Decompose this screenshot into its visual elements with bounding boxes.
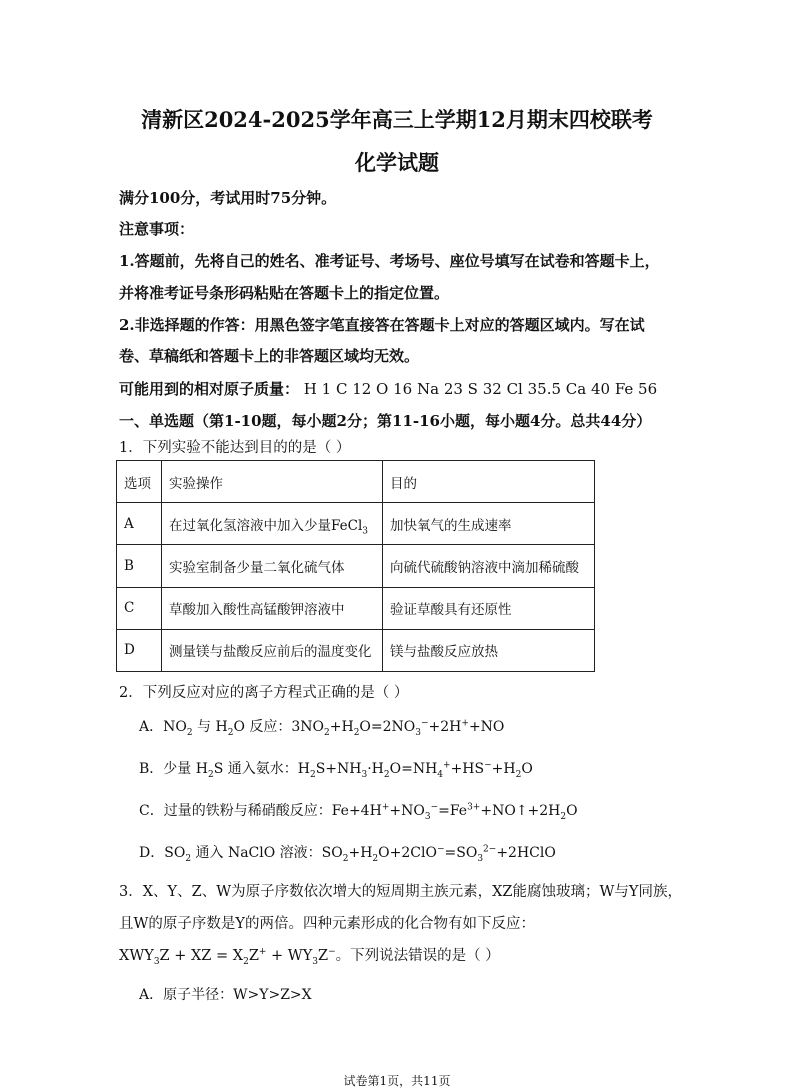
table-row xyxy=(117,545,595,587)
q1-stem: 1．下列实验不能达到目的的是（ ） xyxy=(119,440,351,456)
atomic-mass-label: 可能用到的相对原子质量： xyxy=(119,380,300,398)
table-cell-option: A xyxy=(117,503,162,545)
table-row xyxy=(117,629,595,671)
q2-option-a: A．$NO_2$ 与 $H_2O$ 反应：$3NO_2+H_2O=2NO_3^-+2H^++NO$ xyxy=(139,718,505,738)
table-cell-operation: 在过氧化氢溶液中加入少量FeCl$_3$ xyxy=(162,503,383,545)
table-cell-goal: 加快氧气的生成速率 xyxy=(383,503,595,545)
table-header-cell: 实验操作 xyxy=(162,461,383,503)
notice-1b: 并将准考证号条形码粘贴在答题卡上的指定位置。 xyxy=(119,284,450,302)
notice-2a: 2.非选择题的作答：用黑色签字笔直接答在答题卡上对应的答题区域内。写在试 xyxy=(119,316,645,334)
table-header-cell: 选项 xyxy=(117,461,162,503)
table-cell-operation: 测量镁与盐酸反应前后的温度变化 xyxy=(162,629,383,671)
page-subtitle: 化学试题 xyxy=(355,150,439,175)
q3-line1: 3．X、Y、Z、W为原子序数依次增大的短周期主族元素，XZ能腐蚀玻璃；W与Y同族， xyxy=(119,884,682,900)
atomic-mass-values: H 1 C 12 O 16 Na 23 S 32 Cl 35.5 Ca 40 Fe 56 xyxy=(303,380,658,398)
table-cell-operation: 实验室制备少量二氧化硫气体 xyxy=(162,545,383,587)
table-row xyxy=(117,587,595,629)
page-title: 清新区2024-2025学年高三上学期12月期末四校联考 xyxy=(141,107,653,132)
q2-option-b: B．少量 $H_2S$ 通入氨水：$H_2S+NH_3\cdot H_2O=NH_4^++HS^-+H_2O$ xyxy=(139,760,533,780)
table-cell-option: B xyxy=(117,545,162,587)
table-header-cell: 目的 xyxy=(383,461,595,503)
q1-table xyxy=(116,460,595,672)
score-info: 满分100分，考试用时75分钟。 xyxy=(119,189,337,207)
table-header-row xyxy=(117,461,595,503)
table-cell-goal: 验证草酸具有还原性 xyxy=(383,587,595,629)
notice-1a: 1.答题前，先将自己的姓名、准考证号、考场号、座位号填写在试卷和答题卡上， xyxy=(119,252,660,270)
table-cell-operation: 草酸加入酸性高锰酸钾溶液中 xyxy=(162,587,383,629)
section-heading: 一、单选题（第1-10题，每小题2分；第11-16小题，每小题4分。总共44分） xyxy=(119,412,652,430)
page-footer: 试卷第1页，共11页 xyxy=(343,1074,451,1088)
atomic-mass-line xyxy=(119,378,657,399)
table-cell-goal: 向硫代硫酸钠溶液中滴加稀硫酸 xyxy=(383,545,595,587)
notice-title: 注意事项： xyxy=(119,220,195,238)
table-row xyxy=(117,503,595,545)
q2-stem: 2．下列反应对应的离子方程式正确的是（ ） xyxy=(119,685,409,701)
table-cell-option: D xyxy=(117,629,162,671)
table-cell-option: C xyxy=(117,587,162,629)
q3-line2: 且W的原子序数是Y的两倍。四种元素形成的化合物有如下反应： xyxy=(119,916,535,932)
q2-option-c: C．过量的铁粉与稀硝酸反应：$Fe+4H^++NO_3^-=Fe^{3+}+NO↑+2H_2O$ xyxy=(139,802,578,822)
q3-option-a: A．原子半径：W>Y>Z>X xyxy=(139,987,312,1003)
table-cell-goal: 镁与盐酸反应放热 xyxy=(383,629,595,671)
q2-option-d: D．$SO_2$ 通入 NaClO 溶液：$SO_2+H_2O+2ClO^-=SO_3^{2-}+2HClO$ xyxy=(139,844,556,864)
q3-equation-line: $XWY_3Z$ + XZ = $X_2Z^+ + WY_3Z^-$。下列说法错误的是（ ） xyxy=(119,947,500,967)
notice-2b: 卷、草稿纸和答题卡上的非答题区域均无效。 xyxy=(119,347,420,365)
